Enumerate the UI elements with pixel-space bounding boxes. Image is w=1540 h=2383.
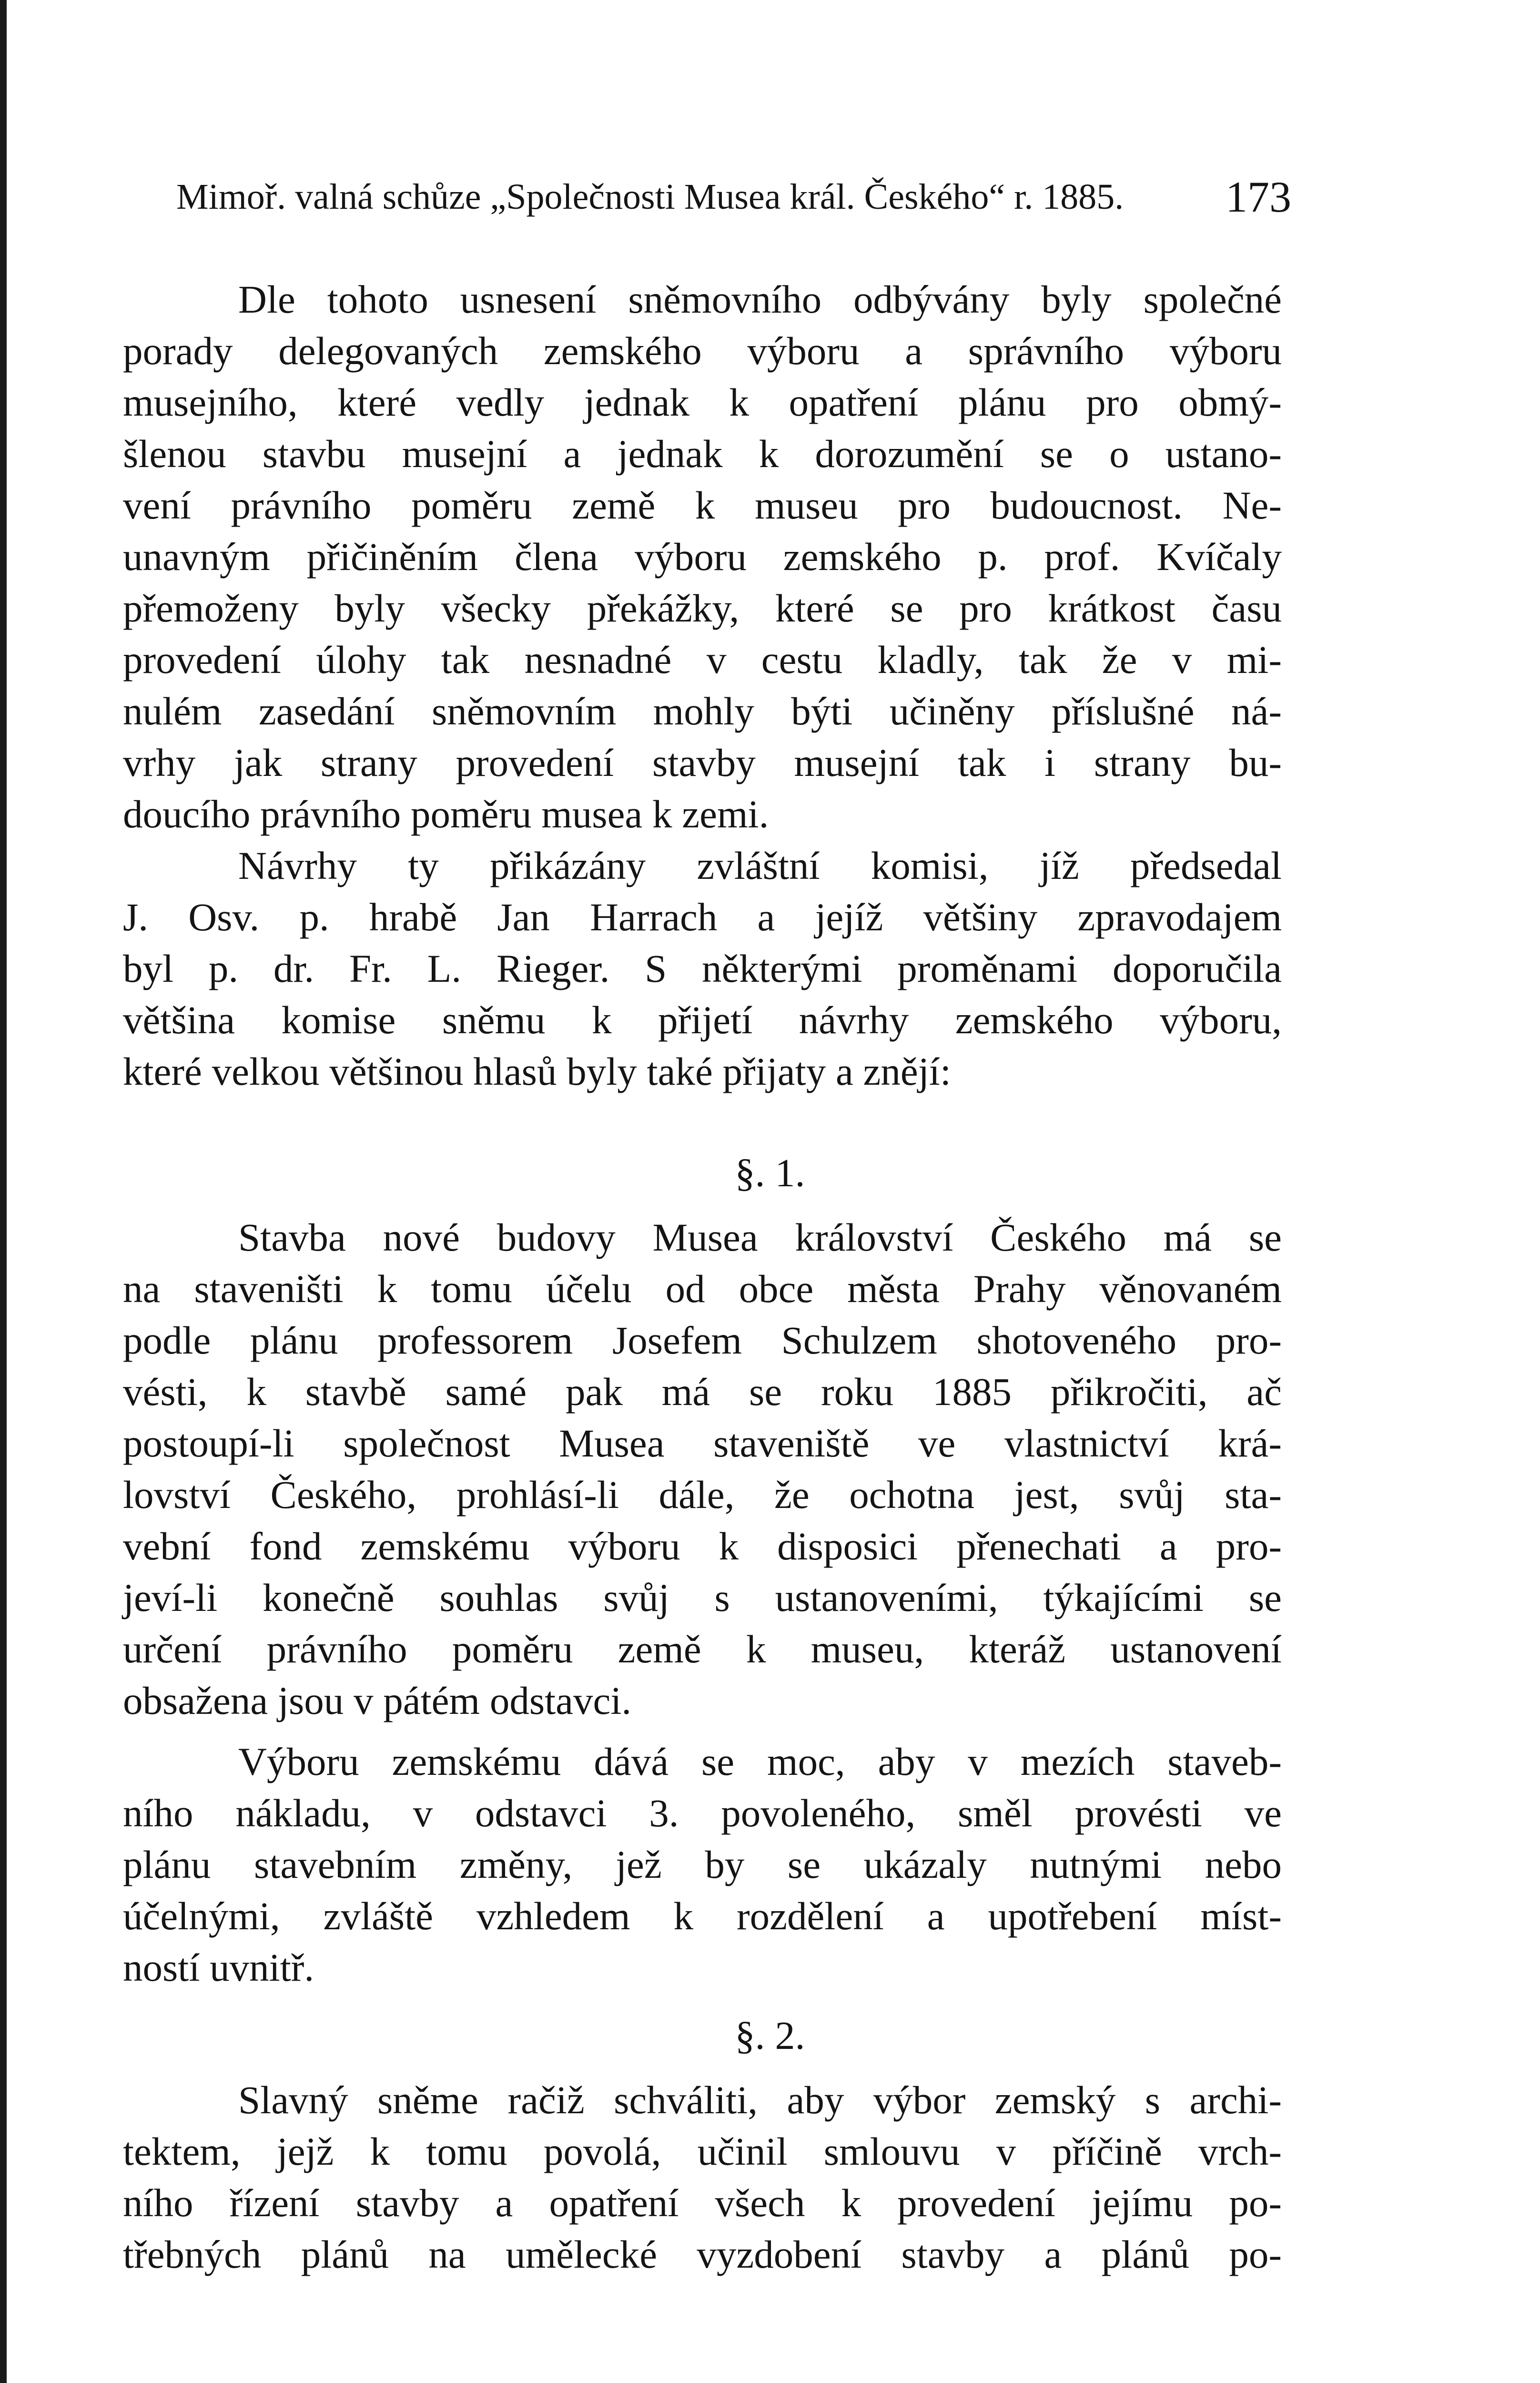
text-line: účelnými, zvláště vzhledem k rozdělení a upotřebení míst-	[123, 1894, 1282, 1938]
text-line: většina komise sněmu k přijetí návrhy zemského výboru,	[123, 998, 1282, 1042]
text-line: nulém zasedání sněmovním mohly býti učiněny příslušné ná-	[123, 689, 1282, 733]
text-line: určení právního poměru země k museu, kteráž ustanovení	[123, 1627, 1282, 1671]
text-line: přemoženy byly všecky překážky, které se pro krátkost času	[123, 586, 1282, 630]
page-number: 173	[1226, 173, 1291, 221]
text-line: šlenou stavbu musejní a jednak k dorozumění se o ustano-	[123, 432, 1282, 476]
text-line: vení právního poměru země k museu pro budoucnost. Ne-	[123, 483, 1282, 527]
text-line: doucího právního poměru musea k zemi.	[123, 792, 769, 836]
section-heading-2: §. 2.	[735, 2014, 805, 2058]
text-line: vrhy jak strany provedení stavby musejní tak i strany bu-	[123, 741, 1282, 784]
text-line: obsažena jsou v pátém odstavci.	[123, 1679, 632, 1722]
text-line: vésti, k stavbě samé pak má se roku 1885 přikročiti, ač	[123, 1370, 1282, 1414]
section-heading-1: §. 1.	[735, 1151, 805, 1195]
text-line: Výboru zemskému dává se moc, aby v mezích staveb-	[238, 1740, 1282, 1783]
text-line: ního nákladu, v odstavci 3. povoleného, směl provésti ve	[123, 1791, 1282, 1835]
text-line: plánu stavebním změny, jež by se ukázaly nutnými nebo	[123, 1843, 1282, 1886]
text-line: ního řízení stavby a opatření všech k provedení jejímu po-	[123, 2181, 1282, 2225]
text-line: ností uvnitř.	[123, 1945, 314, 1989]
text-line: musejního, které vedly jednak k opatření plánu pro obmý-	[123, 380, 1282, 424]
text-line: třebných plánů na umělecké vyzdobení stavby a plánů po-	[123, 2232, 1282, 2276]
text-line: J. Osv. p. hrabě Jan Harrach a jejíž většiny zpravodajem	[123, 895, 1282, 939]
text-line: jeví-li konečně souhlas svůj s ustanoveními, týkajícími se	[123, 1576, 1282, 1619]
text-line: podle plánu professorem Josefem Schulzem shotoveného pro-	[123, 1318, 1282, 1362]
text-line: postoupí-li společnost Musea staveniště ve vlastnictví krá-	[123, 1421, 1282, 1465]
text-line: Stavba nové budovy Musea království Českého má se	[238, 1215, 1282, 1259]
text-line: porady delegovaných zemského výboru a správního výboru	[123, 329, 1282, 373]
text-line: tektem, jejž k tomu povolá, učinil smlouvu v příčině vrch-	[123, 2129, 1282, 2173]
text-line: byl p. dr. Fr. L. Rieger. S některými proměnami doporučila	[123, 947, 1282, 990]
text-line: lovství Českého, prohlásí-li dále, že ochotna jest, svůj sta-	[123, 1473, 1282, 1517]
text-line: které velkou většinou hlasů byly také přijaty a znějí:	[123, 1049, 951, 1093]
text-line: na staveništi k tomu účelu od obce města Prahy věnovaném	[123, 1267, 1282, 1311]
text-line: Slavný sněme račiž schváliti, aby výbor zemský s archi-	[238, 2078, 1282, 2122]
text-line: vební fond zemskému výboru k disposici přenechati a pro-	[123, 1524, 1282, 1568]
running-title: Mimoř. valná schůze „Společnosti Musea král. Českého“ r. 1885.	[176, 177, 1124, 217]
text-line: Návrhy ty přikázány zvláštní komisi, jíž předsedal	[238, 844, 1282, 887]
text-line: Dle tohoto usnesení sněmovního odbývány byly společné	[238, 277, 1282, 321]
text-line: unavným přičiněním člena výboru zemského p. prof. Kvíčaly	[123, 535, 1282, 579]
text-line: provedení úlohy tak nesnadné v cestu kladly, tak že v mi-	[123, 638, 1282, 682]
page-header	[176, 171, 1291, 223]
